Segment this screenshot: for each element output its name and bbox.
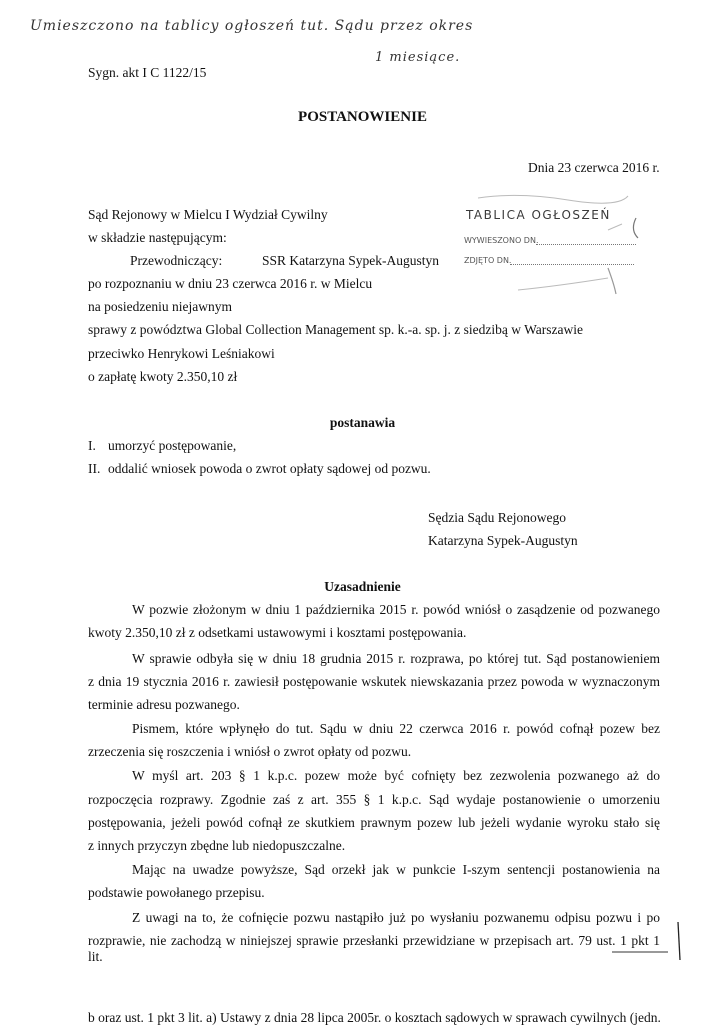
stamp-posted-label: WYWIESZONO DN. — [464, 236, 539, 245]
chair-name: SSR Katarzyna Sypek-Augustyn — [262, 253, 439, 268]
reasoning-line: Pismem, które wpłynęło do tut. Sądu w dniu 22 czerwca 2016 r. powód cofnął pozew bez — [132, 721, 660, 736]
reasoning-line: z innych przyczyn zbędne lub niedopuszczalne. — [88, 838, 346, 853]
claim-amount: o zapłatę kwoty 2.350,10 zł — [88, 369, 238, 384]
reasoning-line: W pozwie złożonym w dniu 1 października 2015 r. powód wniósł o zasądzenie od pozwanego — [132, 602, 660, 617]
decision-number-1: I. — [88, 438, 96, 453]
decision-text-2: oddalić wniosek powoda o zwrot opłaty sądowej od pozwu. — [108, 461, 431, 476]
reasoning-line: terminie adresu pozwanego. — [88, 697, 240, 712]
underline-mark-icon — [610, 949, 670, 955]
reasoning-line: z dnia 19 stycznia 2016 r. zawiesił postępowanie wskutek niewskazania przez powoda w wyznaczonym — [88, 674, 660, 689]
reasoning-line: rozprawie, nie zachodzą w niniejszej sprawie przesłanki przewidziane w przepisach art. 79 ust. 1 pkt 1 lit. — [88, 933, 660, 964]
court-composition: w składzie następującym: — [88, 230, 227, 245]
reasoning-line: zrzeczenia się roszczenia i wniósł o zwrot opłaty od pozwu. — [88, 744, 412, 759]
stamp-removed-label: ZDJĘTO DN. — [464, 256, 512, 265]
board-stamp — [458, 190, 658, 300]
court-name: Sąd Rejonowy w Mielcu I Wydział Cywilny — [88, 207, 328, 222]
reasoning-line: podstawie powołanego przepisu. — [88, 885, 265, 900]
reasoning-line: postępowania, jeżeli powód cofnął ze skutkiem prawnym pozew lub jeżeli wydanie wyroku stało się — [88, 815, 660, 830]
signature-name: Katarzyna Sypek-Augustyn — [428, 533, 578, 548]
case-number: Sygn. akt I C 1122/15 — [88, 65, 207, 80]
stamp-title: TABLICA OGŁOSZEŃ — [466, 208, 611, 222]
stamp-smudge-icon — [458, 190, 658, 300]
reasoning-line: rozpoczęcia rozprawy. Zgodnie zaś z art. 355 § 1 k.p.c. Sąd wydaje postanowienie o umorzeniu — [88, 792, 660, 807]
signature-role: Sędzia Sądu Rejonowego — [428, 510, 566, 525]
case-parties: sprawy z powództwa Global Collection Management sp. k.-a. sp. j. z siedzibą w Warszawie — [88, 322, 584, 337]
reasoning-line: kwoty 2.350,10 zł z odsetkami ustawowymi i kosztami postępowania. — [88, 625, 467, 640]
reasoning-line: W sprawie odbyła się w dniu 18 grudnia 2015 r. rozprawa, po której tut. Sąd postanowieniem — [132, 651, 660, 666]
reasoning-line: Mając na uwadze powyższe, Sąd orzekł jak w punkcie I-szym sentencji postanowienia na — [132, 862, 660, 877]
defendant: przeciwko Henrykowi Leśniakowi — [88, 346, 275, 361]
handwritten-note-line2: 1 miesiące. — [375, 50, 461, 65]
decision-number-2: II. — [88, 461, 101, 476]
decision-heading: postanawia — [329, 415, 396, 430]
reasoning-line: W myśl art. 203 § 1 k.p.c. pozew może być cofnięty bez zezwolenia pozwanego aż do — [132, 768, 660, 783]
reasoning-heading: Uzasadnienie — [324, 579, 401, 594]
hearing-info: po rozpoznaniu w dniu 23 czerwca 2016 r. w Mielcu — [88, 276, 373, 291]
chair-label: Przewodniczący: — [130, 253, 223, 268]
margin-bracket-icon — [672, 920, 686, 964]
decision-text-1: umorzyć postępowanie, — [108, 438, 237, 453]
bottom-cut-line: b oraz ust. 1 pkt 3 lit. a) Ustawy z dnia 28 lipca 2005r. o kosztach sądowych w sprawach cywilnych (jedn. — [88, 1010, 661, 1025]
page-title: POSTANOWIENIE — [298, 109, 427, 125]
handwritten-note-line1: Umieszczono na tablicy ogłoszeń tut. Sądu przez okres — [30, 18, 474, 34]
document-date: Dnia 23 czerwca 2016 r. — [528, 160, 660, 175]
session-info: na posiedzeniu niejawnym — [88, 299, 232, 314]
reasoning-line: Z uwagi na to, że cofnięcie pozwu nastąpiło już po wysłaniu pozwanemu odpisu pozwu i po — [132, 910, 660, 925]
